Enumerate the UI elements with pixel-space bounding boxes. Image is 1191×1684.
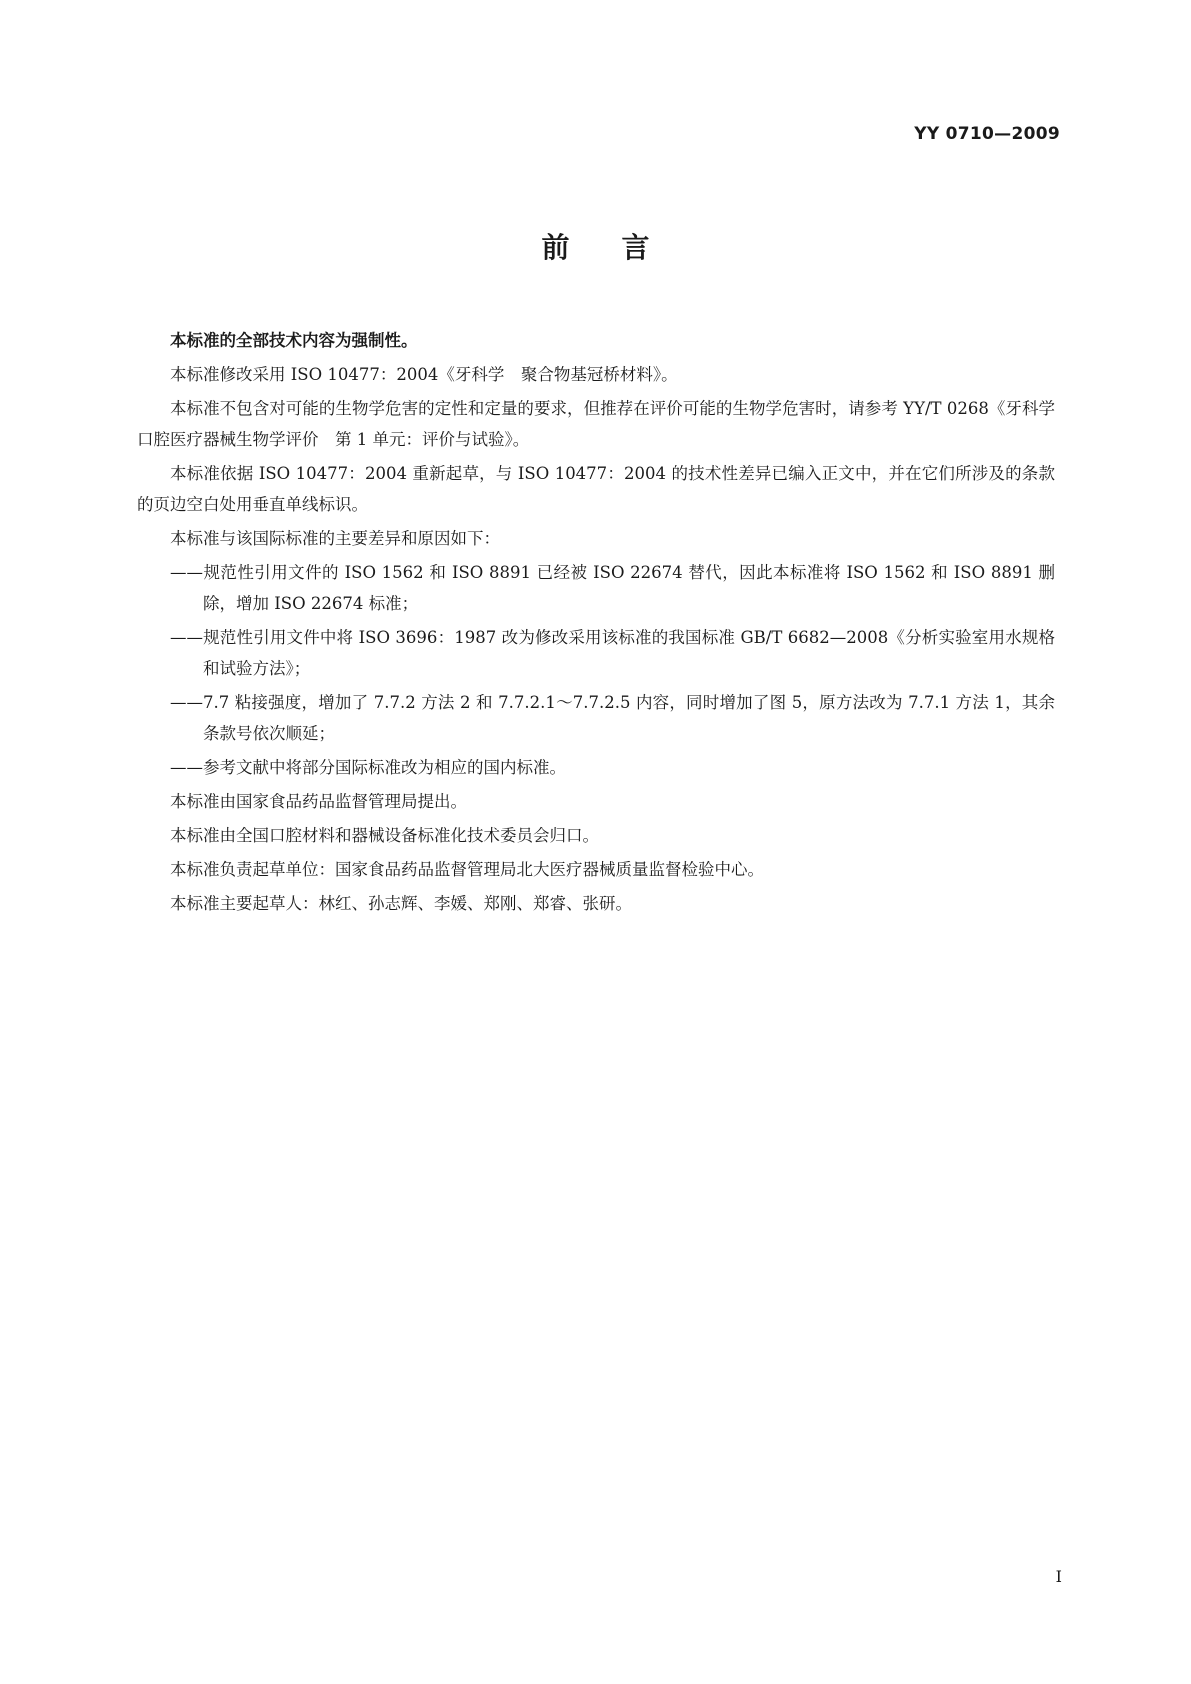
difference-item: ——参考文献中将部分国际标准改为相应的国内标准。 [170, 758, 566, 777]
adoption-statement: 本标准修改采用 ISO 10477：2004《牙科学 聚合物基冠桥材料》。 [170, 365, 678, 384]
difference-item: ——7.7 粘接强度，增加了 7.7.2 方法 2 和 7.7.2.1～7.7.2.5 内容，同时增加了图 5，原方法改为 7.7.1 方法 1，其余条款号依次顺延； [170, 693, 1055, 743]
drafters-statement: 本标准主要起草人：林红、孙志辉、李媛、郑刚、郑睿、张研。 [170, 894, 632, 913]
difference-item: ——规范性引用文件的 ISO 1562 和 ISO 8891 已经被 ISO 22674 替代，因此本标准将 ISO 1562 和 ISO 8891 删除，增加 ISO 22674 标准； [170, 563, 1055, 613]
redrafting-statement: 本标准依据 ISO 10477：2004 重新起草，与 ISO 10477：2004 的技术性差异已编入正文中，并在它们所涉及的条款的页边空白处用垂直单线标识。 [137, 464, 1055, 514]
foreword-body [137, 325, 1072, 922]
mandatory-statement: 本标准的全部技术内容为强制性。 [170, 331, 418, 350]
difference-item: ——规范性引用文件中将 ISO 3696：1987 改为修改采用该标准的我国标准 GB/T 6682—2008《分析实验室用水规格和试验方法》； [170, 628, 1055, 678]
proposer-statement: 本标准由国家食品药品监督管理局提出。 [170, 792, 467, 811]
page-number: I [1055, 1567, 1062, 1586]
differences-intro: 本标准与该国际标准的主要差异和原因如下： [170, 529, 500, 548]
standard-code: YY 0710—2009 [914, 124, 1060, 144]
drafting-unit-statement: 本标准负责起草单位：国家食品药品监督管理局北大医疗器械质量监督检验中心。 [170, 860, 764, 879]
page-title: 前言 [541, 231, 702, 264]
committee-statement: 本标准由全国口腔材料和器械设备标准化技术委员会归口。 [170, 826, 599, 845]
biological-hazard-note: 本标准不包含对可能的生物学危害的定性和定量的要求，但推荐在评价可能的生物学危害时，请参考 YY/T 0268《牙科学 口腔医疗器械生物学评价 第 1 单元：评价与试验》。 [137, 399, 1072, 449]
